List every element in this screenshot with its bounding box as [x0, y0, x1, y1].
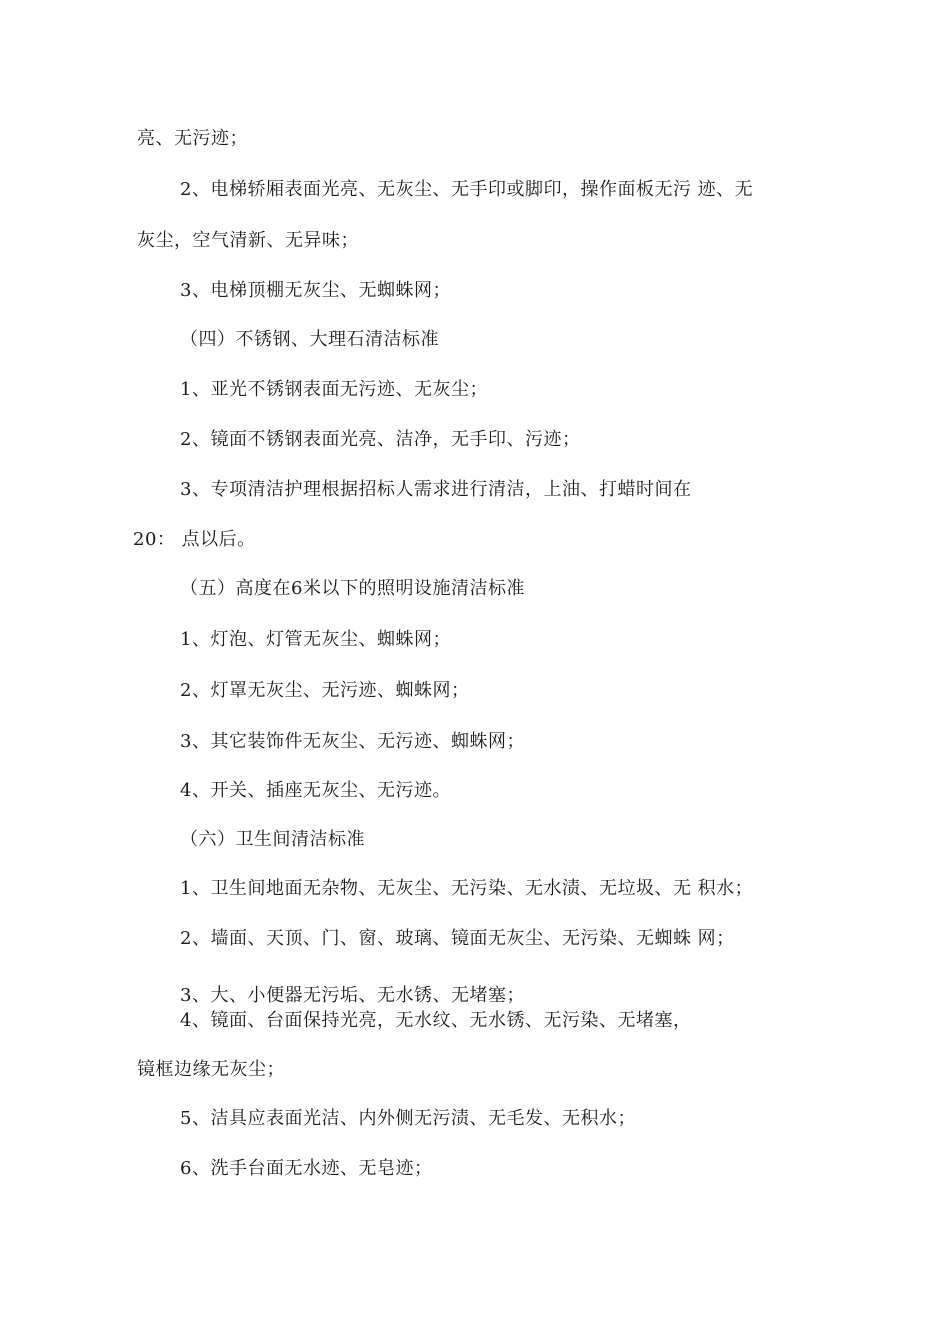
section-heading-5: （五）高度在6米以下的照明设施清洁标准 [180, 578, 525, 599]
text-line-8: 3、专项清洁护理根据招标人需求进行清洁，上油、打蜡时间在 [180, 479, 692, 500]
text-line-3: 灰尘，空气清新、无异味； [137, 230, 359, 251]
text-line-20: 镜框边缘无灰尘； [137, 1059, 285, 1080]
text-line-4: 3、电梯顶棚无灰尘、无蜘蛛网； [180, 280, 451, 301]
text-line-11: 1、灯泡、灯管无灰尘、蜘蛛网； [180, 629, 451, 650]
text-line-7: 2、镜面不锈钢表面光亮、洁净，无手印、污迹； [180, 429, 581, 450]
text-line-16: 1、卫生间地面无杂物、无灰尘、无污染、无水渍、无垃圾、无 积水； [180, 878, 754, 899]
section-heading-4: （四）不锈钢、大理石清洁标准 [180, 329, 439, 350]
text-line-2: 2、电梯轿厢表面光亮、无灰尘、无手印或脚印，操作面板无污 迹、无 [180, 179, 754, 200]
text-line-21: 5、洁具应表面光洁、内外侧无污渍、无毛发、无积水； [180, 1108, 636, 1129]
text-line-19: 4、镜面、台面保持光亮，无水纹、无水锈、无污染、无堵塞， [180, 1010, 692, 1031]
text-line-18: 3、大、小便器无污垢、无水锈、无堵塞； [180, 985, 525, 1006]
text-line-9: 20： 点以后。 [133, 529, 256, 550]
text-line-1: 亮、无污迹； [137, 128, 248, 149]
text-line-22: 6、洗手台面无水迹、无皂迹； [180, 1158, 433, 1179]
text-line-12: 2、灯罩无灰尘、无污迹、蜘蛛网； [180, 680, 470, 701]
text-line-14: 4、开关、插座无灰尘、无污迹。 [180, 780, 451, 801]
text-line-17: 2、墙面、天顶、门、窗、玻璃、镜面无灰尘、无污染、无蜘蛛 网； [180, 928, 735, 949]
section-heading-6: （六）卫生间清洁标准 [180, 829, 365, 850]
text-line-13: 3、其它装饰件无灰尘、无污迹、蜘蛛网； [180, 731, 525, 752]
text-line-6: 1、亚光不锈钢表面无污迹、无灰尘； [180, 379, 488, 400]
